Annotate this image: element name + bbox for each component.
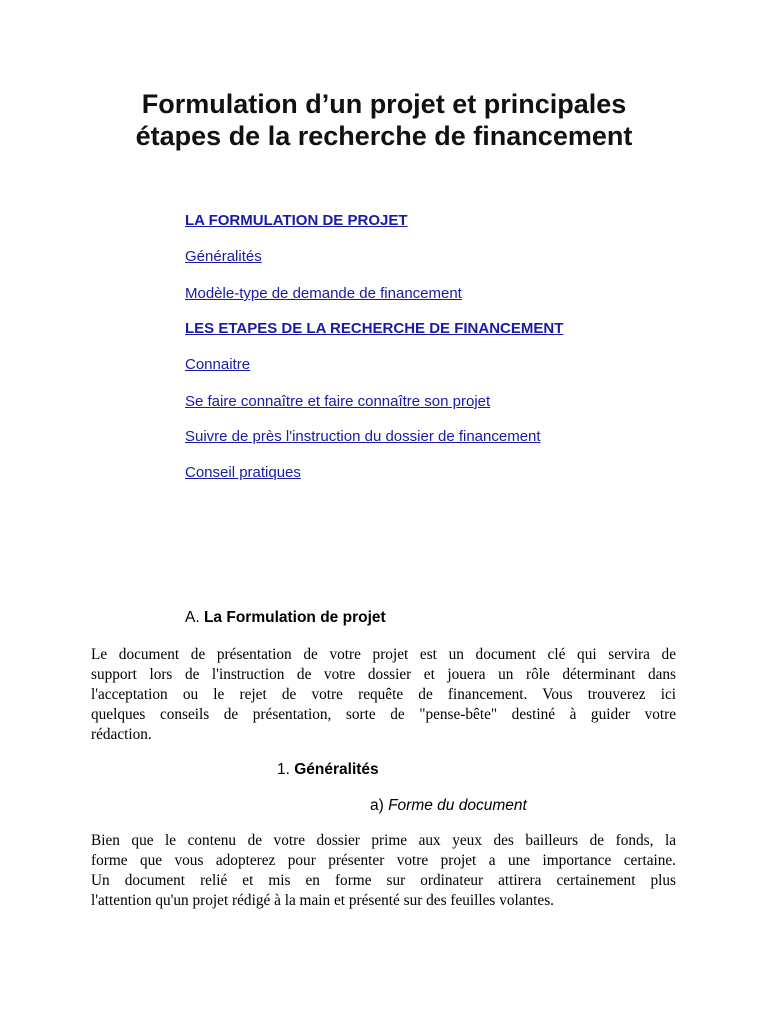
section-heading-a [185, 608, 386, 628]
paragraph-forme-line: forme que vous adopterez pour présenter votre projet a une importance certaine. [91, 852, 676, 869]
toc-item-generalites [185, 247, 262, 267]
subsection-a-label: Forme du document [388, 797, 527, 814]
toc-item-se-faire-connaitre [185, 392, 490, 412]
paragraph-forme-line: Bien que le contenu de votre dossier prime aux yeux des bailleurs de fonds, la [91, 832, 676, 849]
paragraph-intro-line: rédaction. [91, 726, 152, 743]
subsection-heading-a [370, 796, 527, 816]
paragraph-forme-document [91, 831, 676, 911]
toc-link-formulation[interactable]: LA FORMULATION DE PROJET [185, 212, 408, 229]
subsection-1-number: 1. [277, 761, 295, 778]
toc-item-conseil-pratiques [185, 463, 301, 483]
paragraph-intro-line: quelques conseils de présentation, sorte de "pense-bête" destiné à guider votre [91, 706, 676, 723]
document-title-line-2: étapes de la recherche de financement [135, 121, 633, 151]
toc-item-formulation [185, 211, 408, 231]
section-a-label: La Formulation de projet [203, 609, 386, 626]
toc-item-etapes [185, 319, 563, 339]
toc-item-modele-type [185, 284, 462, 304]
paragraph-intro-line: l'acceptation ou le rejet de votre requête de financement. Vous trouverez ici [91, 686, 676, 703]
subsection-1-label: Généralités [294, 761, 379, 778]
section-a-number: A. [185, 609, 204, 626]
subsection-a-number: a) [370, 797, 389, 814]
toc-item-connaitre [185, 355, 250, 375]
toc-link-se-faire-connaitre[interactable]: Se faire connaître et faire connaître son projet [185, 393, 491, 410]
toc-link-connaitre[interactable]: Connaitre [185, 356, 251, 373]
toc-link-suivre-instruction[interactable]: Suivre de près l'instruction du dossier de financement [185, 428, 541, 445]
paragraph-forme-line: l'attention qu'un projet rédigé à la main et présenté sur des feuilles volantes. [91, 892, 554, 909]
document-title-line-1: Formulation d’un projet et principales [141, 89, 627, 119]
document-title [60, 88, 708, 152]
toc-item-suivre-instruction [185, 427, 541, 447]
toc-link-generalites[interactable]: Généralités [185, 248, 262, 265]
paragraph-forme-line: Un document relié et mis en forme sur ordinateur attirera certainement plus [91, 872, 676, 889]
paragraph-intro [91, 645, 676, 745]
subsection-heading-1 [277, 760, 379, 780]
toc-link-conseil-pratiques[interactable]: Conseil pratiques [185, 464, 301, 481]
paragraph-intro-line: support lors de l'instruction de votre dossier et jouera un rôle déterminant dans [91, 666, 676, 683]
toc-link-modele-type[interactable]: Modèle-type de demande de financement [185, 285, 462, 302]
toc-link-etapes[interactable]: LES ETAPES DE LA RECHERCHE DE FINANCEMENT [185, 320, 564, 337]
paragraph-intro-line: Le document de présentation de votre projet est un document clé qui servira de [91, 646, 676, 663]
